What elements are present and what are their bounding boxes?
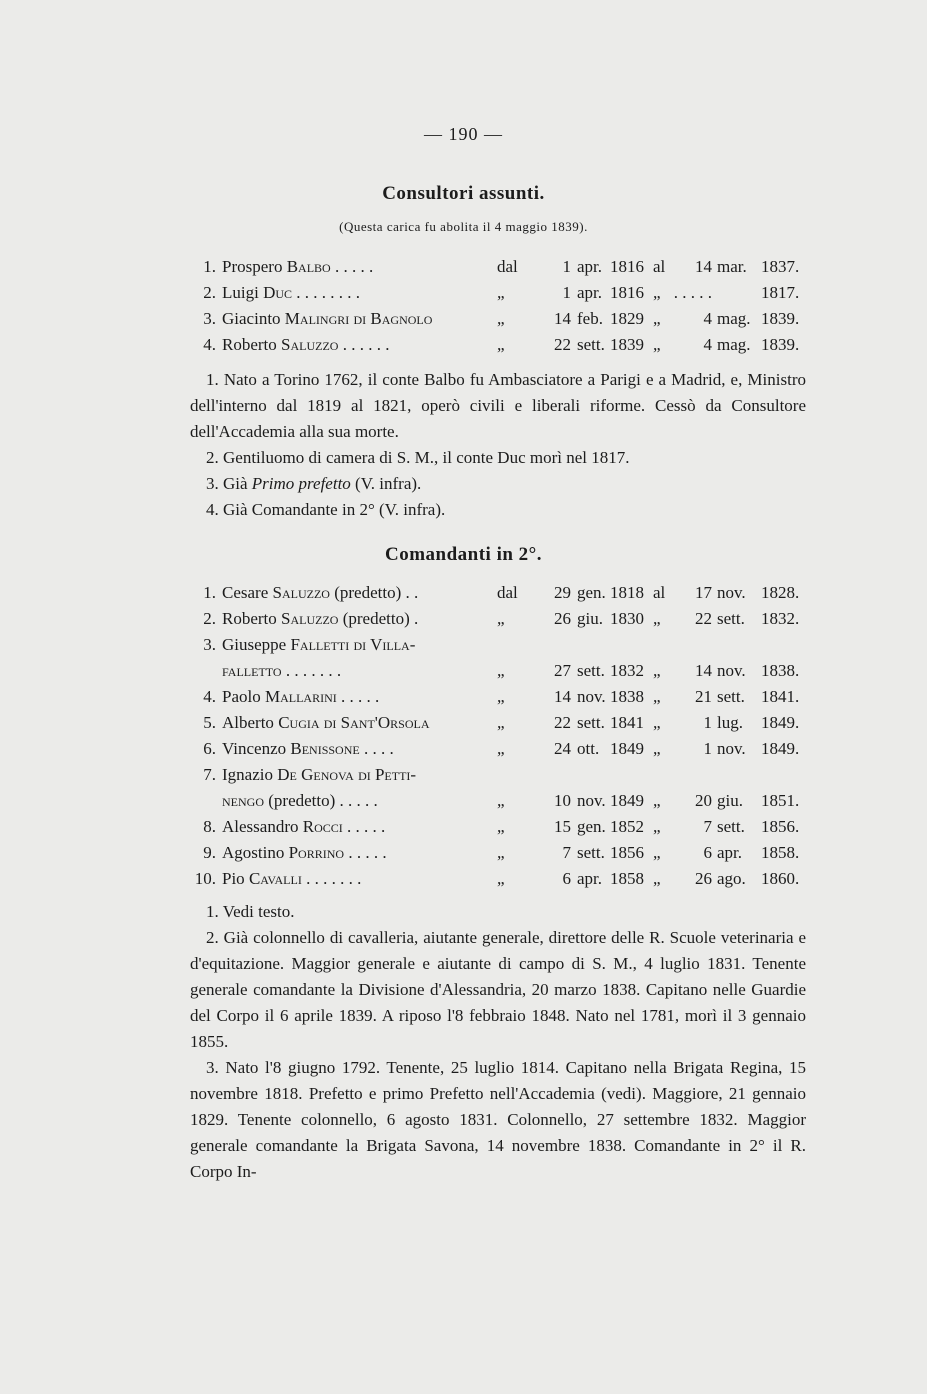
- cell-sd: 14: [554, 687, 571, 706]
- cell-sd: 6: [562, 869, 571, 888]
- surname: Saluzzo: [272, 583, 330, 602]
- cell-num: 5.: [203, 713, 216, 732]
- section-subtitle: (Questa carica fu abolita il 4 maggio 1839).: [339, 219, 588, 234]
- leader-dots: . . . . .: [344, 843, 387, 862]
- cell-ey: 1849.: [761, 739, 800, 758]
- cell-ed: 4: [703, 309, 712, 328]
- surname: Cugia di Sant'Orsola: [278, 713, 430, 732]
- first-name: Roberto: [222, 609, 277, 628]
- cell-em: sett.: [717, 817, 745, 836]
- cell-sm: apr.: [577, 869, 603, 888]
- cell-al: al: [653, 257, 666, 276]
- cell-sm: sett.: [577, 335, 605, 354]
- surname: Duc: [263, 283, 293, 302]
- note-3-lead: 3. Già: [206, 474, 248, 493]
- cell-ey: 1856.: [761, 817, 800, 836]
- table-row: [0, 713, 927, 739]
- cell-al: „: [653, 817, 661, 836]
- person-name: [222, 635, 415, 655]
- cell-ed: 1: [703, 713, 712, 732]
- table-row: [0, 791, 927, 817]
- cell-dal: „: [497, 817, 505, 836]
- cell-ey: 1851.: [761, 791, 800, 810]
- surname: Porrino: [288, 843, 345, 862]
- cell-sd: 27: [554, 661, 571, 680]
- cell-dal: „: [497, 791, 505, 810]
- cell-num: 4.: [203, 687, 216, 706]
- first-name: Prospero: [222, 257, 283, 276]
- surname: Rocci: [302, 817, 343, 836]
- leader-dots: . . . . .: [342, 817, 386, 836]
- cell-ey: 1849.: [761, 713, 800, 732]
- person-name: [222, 739, 394, 759]
- cell-sm: ott.: [577, 739, 600, 758]
- cell-sm: sett.: [577, 661, 605, 680]
- cell-em: mar.: [717, 257, 747, 276]
- table-row: [0, 661, 927, 687]
- table-row: [0, 335, 927, 361]
- cell-em: mag.: [717, 335, 751, 354]
- cell-em: ago.: [717, 869, 746, 888]
- cell-dal: „: [497, 309, 505, 328]
- leader-dots: . . . . . . .: [281, 661, 342, 680]
- surname: De Genova di Petti-: [277, 765, 417, 784]
- cell-al: „: [653, 335, 661, 354]
- cell-sd: 14: [554, 309, 571, 328]
- cell-num: 2.: [203, 283, 216, 302]
- cell-ey: 1841.: [761, 687, 800, 706]
- cell-num: 7.: [203, 765, 216, 784]
- note-3: 3. Nato l'8 giugno 1792. Tenente, 25 luglio 1814. Capitano nella Brigata Regina, 15 novembre 1818. Prefetto e primo Prefetto nell'Accademia (vedi). Maggiore, 21 gennaio 1829. Tenente colonnello, 6 agosto 1831. Colonnello, 27 settembre 1832. Maggior generale comandante la Brigata Savona, 14 novembre 1838. Comandante in 2° il R. Corpo In-: [190, 1058, 806, 1181]
- person-name: [222, 765, 416, 785]
- note-1: 1. Nato a Torino 1762, il conte Balbo fu Ambasciatore a Parigi e a Madrid, e, Ministro dell'interno dal 1819 al 1821, operò civili e liberali riforme. Cessò da Consultore dell'Accademia alla sua morte.: [190, 370, 806, 441]
- cell-dal: „: [497, 283, 505, 302]
- cell-num: 8.: [203, 817, 216, 836]
- cell-sy: 1832: [610, 661, 644, 680]
- consultori-notes: [190, 367, 806, 523]
- cell-ey: 1828.: [761, 583, 800, 602]
- section-title-consultori: Consultori assunti.: [382, 183, 545, 204]
- surname: Saluzzo: [281, 609, 339, 628]
- cell-dal: „: [497, 869, 505, 888]
- surname: Balbo: [286, 257, 331, 276]
- person-name: [222, 791, 378, 811]
- person-name: [222, 583, 418, 603]
- cell-ed: 22: [695, 609, 712, 628]
- surname: Mallarini: [264, 687, 337, 706]
- note-4: 4. Già Comandante in 2° (V. infra).: [206, 500, 446, 519]
- cell-sm: giu.: [577, 609, 603, 628]
- cell-sd: 22: [554, 335, 571, 354]
- cell-sy: 1816: [610, 257, 644, 276]
- cell-num: 1.: [203, 257, 216, 276]
- table-row: [0, 869, 927, 895]
- leader-dots: (predetto) .: [338, 609, 419, 628]
- person-name: [222, 869, 361, 889]
- cell-al: „: [653, 283, 661, 302]
- cell-dal: „: [497, 687, 505, 706]
- surname: Falletti di Villa-: [290, 635, 416, 654]
- cell-sy: 1839: [610, 335, 644, 354]
- note-2: 2. Gentiluomo di camera di S. M., il conte Duc morì nel 1817.: [206, 448, 630, 467]
- leader-dots: (predetto) . .: [329, 583, 419, 602]
- cell-em: sett.: [717, 687, 745, 706]
- cell-ey: 1837.: [761, 257, 800, 276]
- cell-al: „: [653, 791, 661, 810]
- table-row: [0, 765, 927, 791]
- table-row: [0, 739, 927, 765]
- cell-sm: sett.: [577, 843, 605, 862]
- table-row: [0, 817, 927, 843]
- table-row: [0, 609, 927, 635]
- cell-num: 10.: [194, 869, 216, 888]
- first-name: Luigi: [222, 283, 259, 302]
- cell-sm: gen.: [577, 817, 606, 836]
- cell-ey: 1858.: [761, 843, 800, 862]
- table-row: [0, 283, 927, 309]
- cell-dal: dal: [497, 583, 518, 602]
- person-name: [222, 843, 387, 863]
- first-name: Pio: [222, 869, 245, 888]
- cell-sy: 1858: [610, 869, 644, 888]
- cell-al: al: [653, 583, 666, 602]
- cell-al: „: [653, 739, 661, 758]
- cell-ed: 17: [695, 583, 712, 602]
- cell-num: 9.: [203, 843, 216, 862]
- cell-num: 1.: [203, 583, 216, 602]
- person-name: [222, 713, 429, 733]
- cell-num: 2.: [203, 609, 216, 628]
- cell-dal: „: [497, 843, 505, 862]
- section-title-comandanti: Comandanti in 2°.: [384, 544, 543, 565]
- table-row: [0, 635, 927, 661]
- surname: Malingri di Bagnolo: [284, 309, 433, 328]
- cell-sy: 1829: [610, 309, 644, 328]
- cell-sd: 7: [562, 843, 571, 862]
- cell-ey: 1832.: [761, 609, 800, 628]
- table-row: [0, 687, 927, 713]
- cell-sy: 1838: [610, 687, 644, 706]
- cell-num: 6.: [203, 739, 216, 758]
- first-name: Alessandro: [222, 817, 299, 836]
- cell-ed: 14: [695, 257, 712, 276]
- cell-ey: 1839.: [761, 335, 800, 354]
- cell-ed: 14: [695, 661, 712, 680]
- note-2: 2. Già colonnello di cavalleria, aiutante generale, direttore delle R. Scuole veterinaria e d'equitazione. Maggior generale e aiutante di campo di S. M., 4 luglio 1831. Tenente generale comandante la Divisione d'Alessandria, 20 marzo 1838. Capitano nelle Guardie del Corpo il 6 aprile 1839. A riposo l'8 febbraio 1848. Nato nel 1781, morì il 3 gennaio 1855.: [190, 928, 806, 1051]
- first-name: Roberto: [222, 335, 277, 354]
- cell-sd: 1: [562, 257, 571, 276]
- leader-dots: . . . . . . .: [301, 869, 362, 888]
- surname: Saluzzo: [281, 335, 339, 354]
- cell-sm: sett.: [577, 713, 605, 732]
- cell-sm: gen.: [577, 583, 606, 602]
- cell-dal: „: [497, 713, 505, 732]
- cell-ey: 1817.: [761, 283, 800, 302]
- cell-sd: 26: [554, 609, 571, 628]
- cell-sd: 22: [554, 713, 571, 732]
- cell-sd: 24: [554, 739, 571, 758]
- first-name: Alberto: [222, 713, 274, 732]
- comandanti-notes: [190, 899, 806, 1185]
- cell-ey: 1860.: [761, 869, 800, 888]
- cell-em: giu.: [717, 791, 743, 810]
- surname: falletto: [222, 661, 282, 680]
- cell-sy: 1849: [610, 791, 644, 810]
- cell-dal: „: [497, 661, 505, 680]
- note-3: [190, 471, 806, 497]
- surname: Benissone: [290, 739, 360, 758]
- first-name: Giuseppe: [222, 635, 287, 654]
- cell-sm: apr.: [577, 257, 603, 276]
- person-name: [222, 609, 418, 629]
- leader-dots: . . . . . . . .: [292, 283, 361, 302]
- cell-dal: „: [497, 739, 505, 758]
- cell-ed: 26: [695, 869, 712, 888]
- cell-ed: 4: [703, 335, 712, 354]
- cell-al: „: [653, 609, 661, 628]
- cell-ed: 6: [703, 843, 712, 862]
- cell-al: „: [653, 713, 661, 732]
- cell-al: „: [653, 661, 661, 680]
- cell-sy: 1818: [610, 583, 644, 602]
- table-row: [0, 309, 927, 335]
- cell-sm: nov.: [577, 687, 606, 706]
- surname: Cavalli: [248, 869, 302, 888]
- person-name: [222, 661, 341, 681]
- table-row: [0, 583, 927, 609]
- cell-al: „: [653, 869, 661, 888]
- cell-em: mag.: [717, 309, 751, 328]
- person-name: [222, 335, 389, 355]
- cell-em: nov.: [717, 661, 746, 680]
- cell-ey: 1838.: [761, 661, 800, 680]
- leader-dots: . . . . .: [330, 257, 374, 276]
- leader-dots: . . . . .: [336, 687, 380, 706]
- note-3-tail: (V. infra).: [355, 474, 422, 493]
- cell-em: lug.: [717, 713, 743, 732]
- person-name: [222, 309, 432, 329]
- cell-sd: 10: [554, 791, 571, 810]
- cell-sy: 1816: [610, 283, 644, 302]
- first-name: Giacinto: [222, 309, 281, 328]
- cell-dal: „: [497, 335, 505, 354]
- table-row: [0, 843, 927, 869]
- cell-al: „: [653, 843, 661, 862]
- leader-dots: . . . . . .: [338, 335, 390, 354]
- table-row: [0, 257, 927, 283]
- cell-sy: 1841: [610, 713, 644, 732]
- cell-ed: 7: [703, 817, 712, 836]
- cell-em: nov.: [717, 739, 746, 758]
- cell-sy: 1852: [610, 817, 644, 836]
- cell-sy: 1830: [610, 609, 644, 628]
- cell-ed: 21: [695, 687, 712, 706]
- cell-dal: dal: [497, 257, 518, 276]
- cell-al: „: [653, 687, 661, 706]
- cell-dal: „: [497, 609, 505, 628]
- cell-ed: 20: [695, 791, 712, 810]
- cell-num: 3.: [203, 635, 216, 654]
- first-name: Ignazio: [222, 765, 273, 784]
- surname: nengo: [222, 791, 264, 810]
- person-name: [222, 257, 373, 277]
- cell-sy: 1849: [610, 739, 644, 758]
- first-name: Paolo: [222, 687, 261, 706]
- cell-em: apr.: [717, 843, 743, 862]
- cell-sm: feb.: [577, 309, 603, 328]
- cell-num: 3.: [203, 309, 216, 328]
- first-name: Vincenzo: [222, 739, 287, 758]
- cell-sd: 15: [554, 817, 571, 836]
- cell-sm: apr.: [577, 283, 603, 302]
- cell-sy: 1856: [610, 843, 644, 862]
- person-name: [222, 687, 379, 707]
- cell-sd: 29: [554, 583, 571, 602]
- person-name: [222, 283, 360, 303]
- leader-dots: . . . .: [359, 739, 394, 758]
- leader-dots: (predetto) . . . . .: [264, 791, 378, 810]
- first-name: Agostino: [222, 843, 285, 862]
- page-number: — 190 —: [424, 124, 503, 144]
- cell-ey: 1839.: [761, 309, 800, 328]
- cell-num: 4.: [203, 335, 216, 354]
- cell-al: „: [653, 309, 661, 328]
- note-1: 1. Vedi testo.: [206, 902, 295, 921]
- cell-em: nov.: [717, 583, 746, 602]
- first-name: Cesare: [222, 583, 269, 602]
- cell-sm: nov.: [577, 791, 606, 810]
- note-3-italic: Primo prefetto: [251, 474, 351, 493]
- cell-ed: 1: [703, 739, 712, 758]
- cell-em: sett.: [717, 609, 745, 628]
- cell-sd: 1: [562, 283, 571, 302]
- person-name: [222, 817, 385, 837]
- cell-ed: . . . . .: [673, 283, 712, 302]
